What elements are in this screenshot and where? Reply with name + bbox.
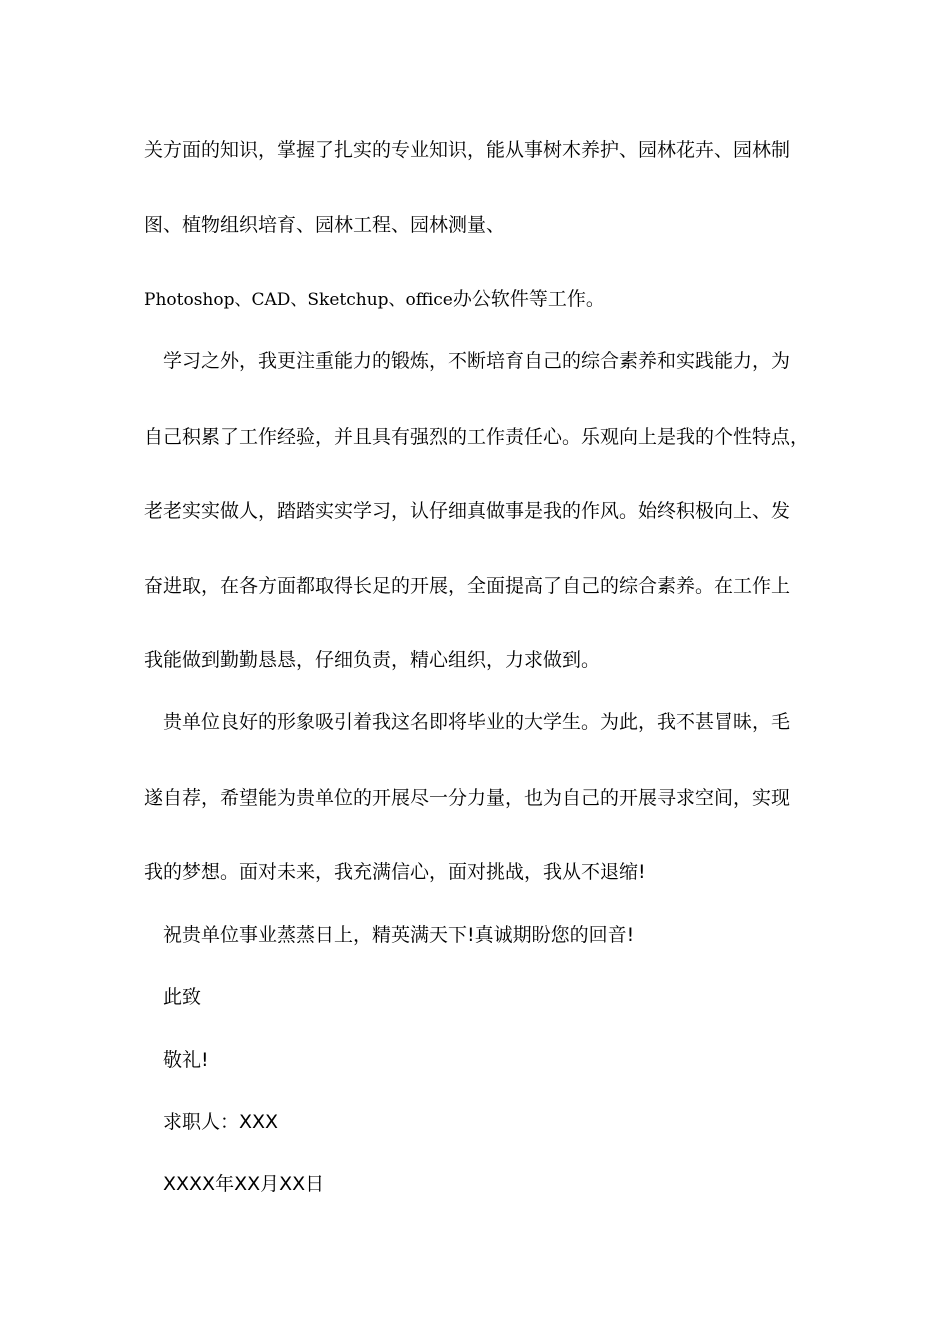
software-list: Photoshop、CAD、Sketchup、office: [144, 290, 453, 310]
software-list-suffix: 办公软件等工作。: [452, 288, 605, 310]
paragraph-line: [144, 287, 605, 312]
paragraph-line: 图、植物组织培育、园林工程、园林测量、: [144, 214, 506, 236]
paragraph-line: 贵单位良好的形象吸引着我这名即将毕业的大学生。为此，我不甚冒昧，毛: [163, 711, 791, 733]
applicant-signature: 求职人：XXX: [163, 1111, 279, 1133]
paragraph-line: 老老实实做人，踏踏实实学习，认仔细真做事是我的作风。始终积极向上、发: [144, 500, 791, 522]
salutation-jing-li: 敬礼!: [163, 1049, 209, 1071]
salutation-ci-zhi: 此致: [163, 986, 202, 1008]
paragraph-line: 学习之外，我更注重能力的锻炼，不断培育自己的综合素养和实践能力，为: [163, 350, 791, 372]
paragraph-line: 关方面的知识，掌握了扎实的专业知识，能从事树木养护、园林花卉、园林制: [144, 139, 791, 161]
paragraph-line: 奋进取，在各方面都取得长足的开展，全面提高了自己的综合素养。在工作上: [144, 575, 791, 597]
paragraph-line: 遂自荐，希望能为贵单位的开展尽一分力量，也为自己的开展寻求空间，实现: [144, 787, 791, 809]
paragraph-line: 自己积累了工作经验，并且具有强烈的工作责任心。乐观向上是我的个性特点，: [144, 426, 810, 448]
paragraph-line: 我的梦想。面对未来，我充满信心，面对挑战，我从不退缩!: [144, 861, 646, 883]
paragraph-line: 我能做到勤勤恳恳，仔细负责，精心组织，力求做到。: [144, 649, 601, 671]
letter-date: XXXX年XX月XX日: [163, 1173, 325, 1195]
closing-wish: 祝贵单位事业蒸蒸日上，精英满天下!真诚期盼您的回音!: [163, 924, 635, 946]
